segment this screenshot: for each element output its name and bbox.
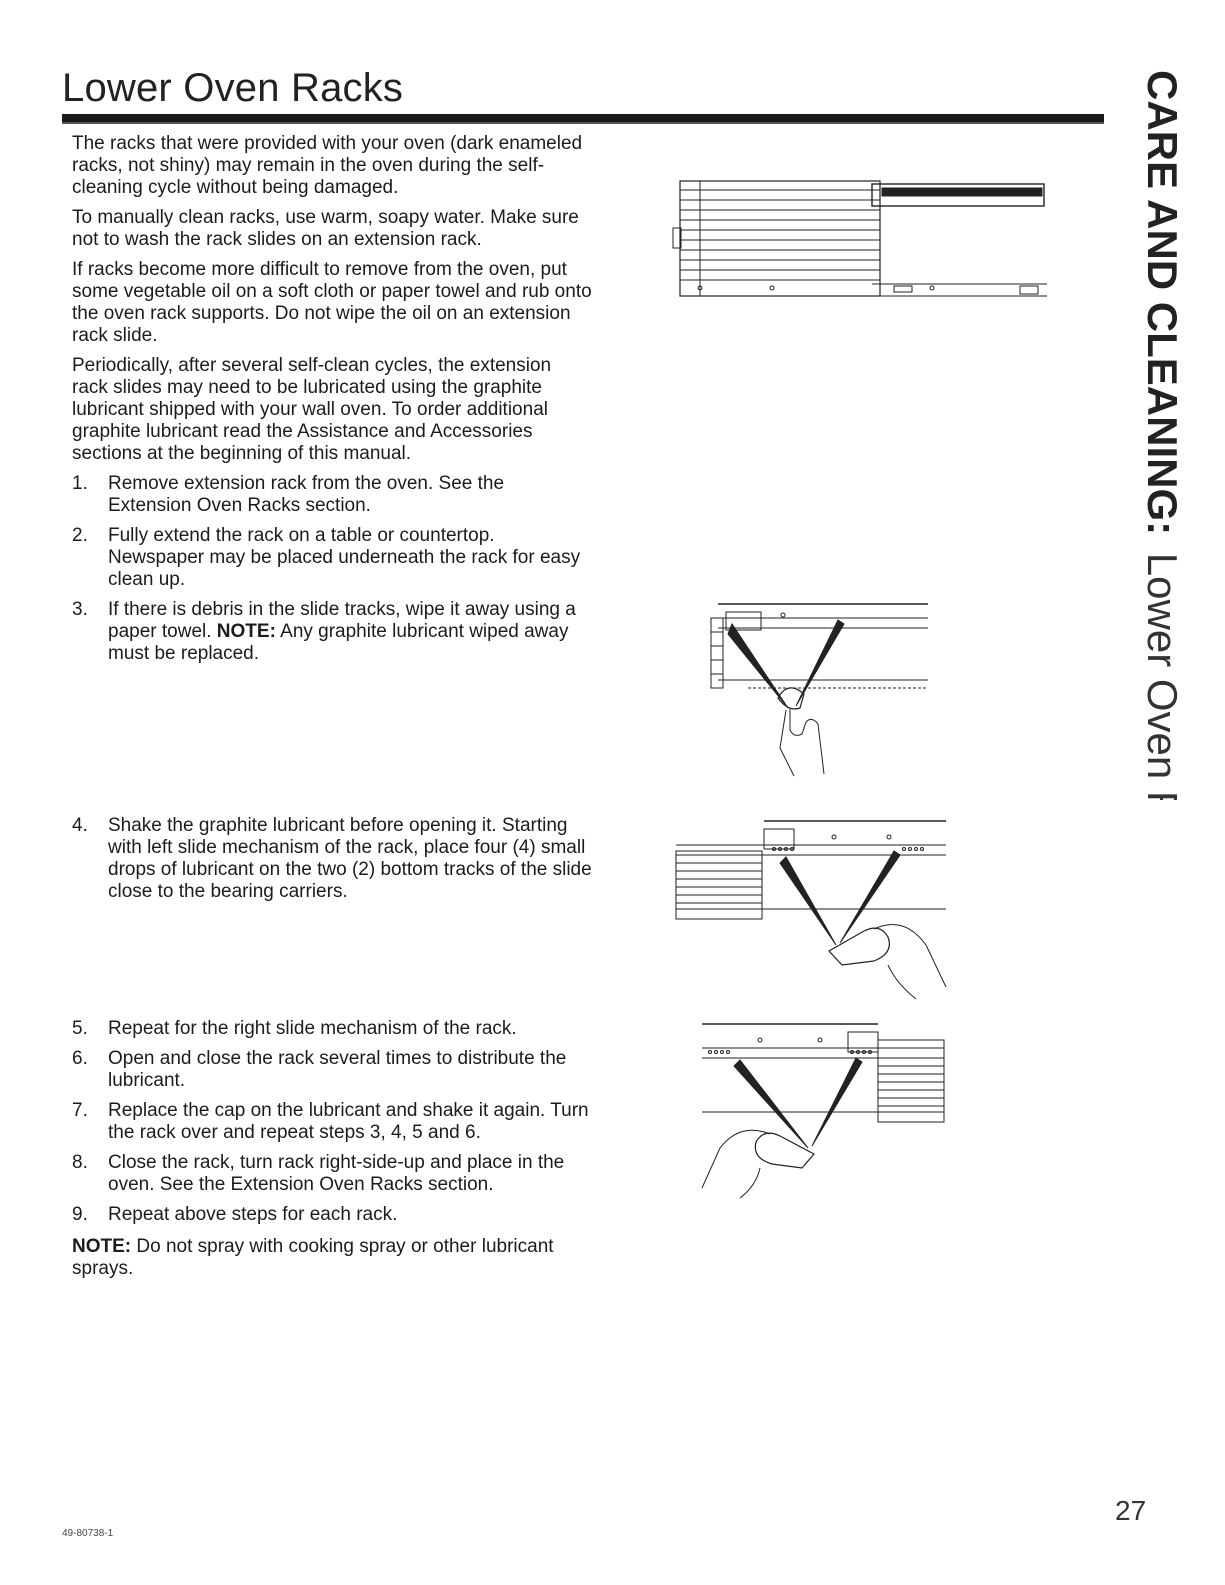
step-item: [72, 1152, 592, 1196]
lubricate-right-slide-illustration: [700, 1018, 948, 1200]
step-number: 1.: [72, 473, 88, 494]
step-text: Fully extend the rack on a table or countertop. Newspaper may be placed underneath the rack for easy clean up.: [108, 525, 581, 590]
wipe-slide-illustration: [708, 598, 938, 780]
step-number: 2.: [72, 525, 88, 546]
steps-5-9-section: [72, 1018, 592, 1288]
step-4-section: [72, 815, 592, 911]
steps-list: [72, 1018, 592, 1226]
side-heading-light: Lower Oven Racks: [1139, 552, 1186, 800]
step-number: 9.: [72, 1204, 88, 1225]
step-item: [72, 815, 592, 903]
step-text: Open and close the rack several times to distribute the lubricant.: [108, 1048, 567, 1091]
intro-section: [72, 133, 592, 673]
step-item: [72, 1018, 592, 1040]
step-item: [72, 1100, 592, 1144]
intro-paragraph: Periodically, after several self-clean cycles, the extension rack slides may need to be lubricated using the graphite lubricant shipped with your wall oven. To order additional graphite lubricant read the Assistance and Accessories sections at the beginning of this manual.: [72, 355, 552, 464]
final-note: [72, 1236, 592, 1280]
step-text: Repeat for the right slide mechanism of the rack.: [108, 1018, 517, 1039]
document-number: 49-80738-1: [62, 1528, 114, 1539]
intro-paragraph: If racks become more difficult to remove from the oven, put some vegetable oil on a soft cloth or paper towel and rub onto the oven rack supports. Do not wipe the oil on an extension rack slide.: [72, 259, 592, 346]
step-text: Shake the graphite lubricant before opening it. Starting with left slide mechanism of the rack, place four (4) small drops of lubricant on the two (2) bottom tracks of the slide close to the bearing carriers.: [108, 815, 592, 902]
step-item: [72, 599, 592, 665]
step-number: 8.: [72, 1152, 88, 1173]
step-text: Replace the cap on the lubricant and shake it again. Turn the rack over and repeat steps 3, 4, 5 and 6.: [108, 1100, 589, 1143]
step-item: [72, 1204, 592, 1226]
note-text: Any graphite lubricant wiped away must be replaced.: [108, 621, 569, 664]
step-text: Remove extension rack from the oven. See the Extension Oven Racks section.: [108, 473, 505, 516]
step-number: 7.: [72, 1100, 88, 1121]
step-text: If there is debris in the slide tracks, wipe it away using a paper towel.: [108, 599, 576, 642]
page-number: 27: [1115, 1495, 1147, 1526]
intro-paragraph: To manually clean racks, use warm, soapy water. Make sure not to wash the rack slides on an extension rack.: [72, 207, 579, 250]
step-number: 3.: [72, 599, 88, 620]
page-title: Lower Oven Racks: [62, 66, 404, 110]
step-number: 4.: [72, 815, 88, 836]
step-number: 5.: [72, 1018, 88, 1039]
steps-list: [72, 815, 592, 903]
note-label: NOTE:: [72, 1236, 132, 1257]
step-number: 6.: [72, 1048, 88, 1069]
svg-text:CARE AND CLEANING: Lower: [1139, 70, 1186, 800]
step-item: [72, 1048, 592, 1092]
steps-list: [72, 473, 592, 665]
step-text: Repeat above steps for each rack.: [108, 1204, 398, 1225]
intro-paragraph: The racks that were provided with your oven (dark enameled racks, not shiny) may remain in the oven during the self-cleaning cycle without being damaged.: [72, 133, 583, 198]
note-text: Do not spray with cooking spray or other lubricant sprays.: [72, 1236, 554, 1279]
title-rule: [62, 114, 1104, 124]
lubricate-left-slide-illustration: [674, 815, 950, 1003]
step-item: [72, 473, 592, 517]
step-text: Close the rack, turn rack right-side-up and place in the oven. See the Extension Oven Racks section.: [108, 1152, 565, 1195]
step-item: [72, 525, 592, 591]
extension-rack-illustration: [672, 176, 1057, 304]
note-label: NOTE:: [216, 621, 276, 642]
side-section-heading: [1130, 70, 1190, 800]
side-heading-bold: CARE AND CLEANING:: [1139, 70, 1186, 536]
